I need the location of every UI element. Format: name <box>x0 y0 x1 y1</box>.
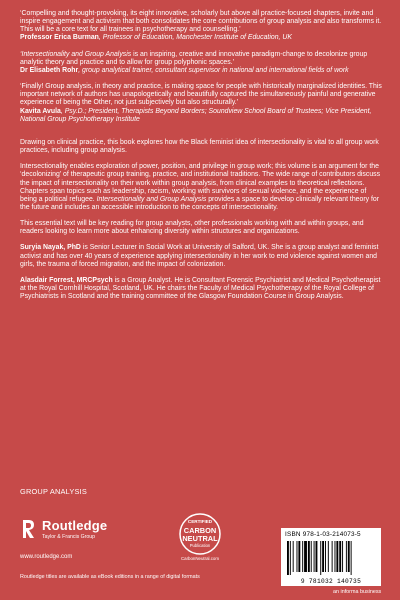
barcode-bar <box>290 541 291 575</box>
author-2-bio: is a Group Analyst. He is Consultant Forensic Psychiatrist and Medical Psychotherapist at the Royal Cornhill Hospital, Scotland, UK. He chairs the Faculty of Medical Psychotherapy of the Royal College of Psychiatrists in Scotland and the training committee of the Glasgow Foundation Course in Group Analysis. <box>20 276 381 301</box>
barcode-bar <box>304 541 307 572</box>
publisher-name: Routledge <box>42 518 108 533</box>
badge-carbon: CARBON <box>183 526 217 535</box>
barcode-bar <box>287 541 289 575</box>
endorsement-2-attribution <box>20 67 382 75</box>
badge-neutral: NEUTRAL <box>182 534 218 543</box>
endorsement-2-text: is an inspiring, creative and innovative paradigm-change to decolonize group analytic theory and practice and to allow for group polyphonic spaces.’ <box>20 50 368 66</box>
barcode-icon <box>287 541 375 575</box>
barcode-bar <box>336 541 338 572</box>
endorsement-1 <box>20 10 382 43</box>
endorsement-3-attribution <box>20 108 382 124</box>
barcode-bar <box>320 541 321 575</box>
barcode-bar <box>325 541 326 572</box>
barcode-bar <box>348 541 350 572</box>
description-paragraph-1: Drawing on clinical practice, this book explores how the Black feminist idea of intersectionality is vital to all group work practices, including group analysis. <box>20 138 379 155</box>
barcode-bar <box>346 541 347 572</box>
endorsement-2-affiliation: , group analytical trainer, consultant supervisor in national and international fields of work <box>78 66 349 74</box>
endorsement-1-affiliation: , Professor of Education, Manchester Institute of Education, UK <box>98 34 292 42</box>
carbon-neutral-badge <box>168 512 232 562</box>
author-2-name: Alasdair Forrest, MRCPsych <box>20 276 113 284</box>
publisher-logo <box>20 516 130 552</box>
isbn-label: ISBN 978-1-03-214073-5 <box>285 531 361 538</box>
author-bio-1 <box>20 244 382 268</box>
endorsement-3-name: Kavita Avula <box>20 107 61 115</box>
barcode-bar <box>298 541 300 572</box>
ebook-note: Routledge titles are available as eBook editions in a range of digital formats <box>20 574 200 580</box>
routledge-logo-icon <box>20 518 36 540</box>
barcode-bar <box>322 541 324 572</box>
barcode-bar <box>293 541 294 572</box>
barcode-bar <box>314 541 315 572</box>
endorsement-2 <box>20 51 382 75</box>
barcode-bar <box>308 541 310 572</box>
author-1-name: Suryia Nayak, PhD <box>20 244 81 252</box>
description-paragraph-3: This essential text will be key reading for group analysts, other professionals working with and within groups, and readers looking to learn more about enhancing diversity within structures and organizations. <box>20 220 364 236</box>
endorsement-1-text: ‘Compelling and thought-provoking, its eight innovative, scholarly but above all practice-focused chapters, invite and inspire engagement and activism that both consolidates the core contributions of group analysis and also transforms it. This will be a core text for all trainees in psychotherapy and counselling.’ <box>20 10 382 34</box>
badge-site: CarbonNeutral.com <box>180 556 220 561</box>
description-paragraph-2-end: provides a space to develop clinically relevant theory for the future and includes an accessible introduction to the concepts of intersectionality. <box>20 195 380 211</box>
endorsement-1-name: Professor Erica Burman <box>20 34 99 42</box>
barcode-bar <box>335 541 336 572</box>
barcode-bar <box>328 541 329 572</box>
barcode-bar <box>311 541 312 572</box>
cover-text-column <box>20 10 382 309</box>
author-1-bio: is Senior Lecturer in Social Work at University of Salford, UK. She is a group analyst and feminist activist and has over 40 years of experience applying intersectionality in her work to end violence against women and girls, the trauma of forced migration, and the impact of colonization. <box>20 244 379 268</box>
subject-category: GROUP ANALYSIS <box>20 487 88 496</box>
barcode-bar <box>316 541 318 572</box>
author-bio-2 <box>20 277 382 301</box>
publisher-tagline: Taylor & Francis Group <box>42 534 96 540</box>
barcode-bar <box>332 541 333 572</box>
endorsement-2-name: Dr Elisabeth Rohr <box>20 66 79 74</box>
barcode-bar <box>351 541 352 575</box>
description-paragraph-2-start: Intersectionality enables exploration of power, position, and privilege in group work; this volume is an argument for the ‘decolonizing’ of therapeutic group training, practice, and institutional traditions. The wide range of contributors discuss the impact of intersectionality on their work within group analysis, from clinical examples to theoretical reflections. Chapters span topics such as leadership, racism, working with survivors of sexual violence, and the experience of being a political refugee. <box>20 163 381 203</box>
barcode-bar <box>302 541 303 572</box>
endorsement-3-affiliation: , Psy.D.; President, Therapists Beyond Borders; Soundview School Board of Trustees; Vice President, National Group Psychotherapy Institute <box>20 107 372 123</box>
publisher-url: www.routledge.com <box>20 554 73 560</box>
endorsement-1-attribution <box>20 34 382 42</box>
barcode-bar <box>339 541 341 572</box>
description-paragraph-2 <box>20 163 382 212</box>
book-title-inline: Intersectionality and Group Analysis <box>96 195 207 203</box>
endorsement-2-lead: ‘Intersectionality and Group Analysis <box>20 50 132 58</box>
barcode-bar <box>297 541 298 572</box>
endorsement-3-text: ‘Finally! Group analysis, in theory and practice, is making space for people with historically marginalized identities. This important network of authors has unapologetically and beautifully captured the simultaneously painful and generative experience of being the Other, not just subjectively but also structurally.’ <box>20 83 382 107</box>
badge-publication: Publication <box>189 543 211 548</box>
isbn-digits: 9 781032 140735 <box>300 578 362 585</box>
barcode-bar <box>342 541 343 572</box>
endorsement-3 <box>20 83 382 124</box>
informa-note: an informa business <box>333 589 382 595</box>
badge-certified: CERTIFIED <box>187 519 213 524</box>
isbn-barcode-box <box>281 528 381 586</box>
